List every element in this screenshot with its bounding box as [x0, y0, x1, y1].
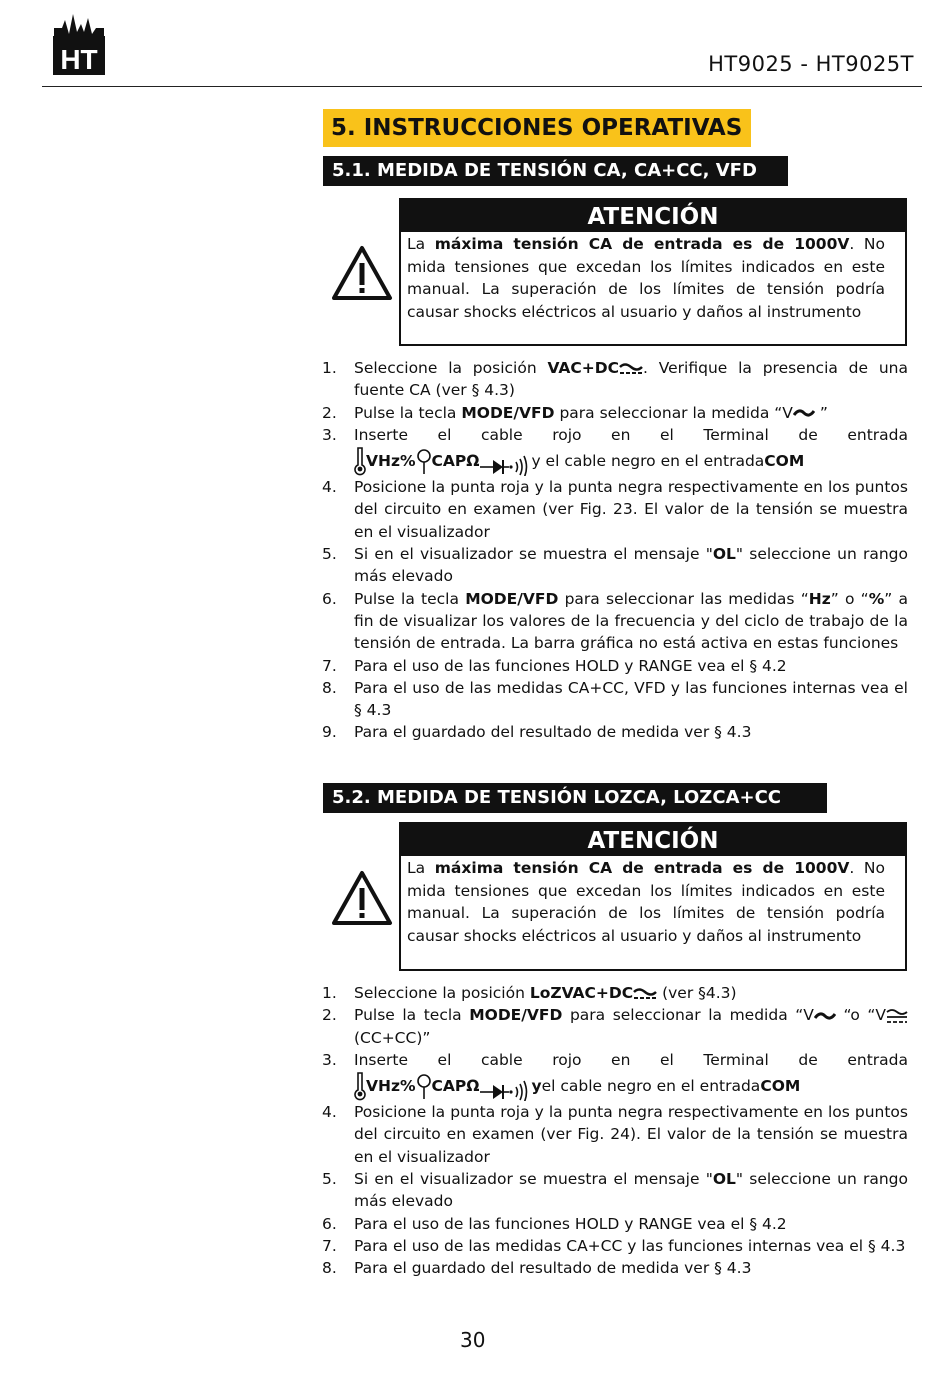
list-item: 2. Pulse la tecla MODE/VFD para seleccionar la medida “V “o “V (CC+CC)” [322, 1004, 908, 1049]
list-item: 6. Para el uso de las funciones HOLD y RANGE vea el § 4.2 [322, 1214, 787, 1233]
header-rule [42, 86, 922, 87]
list-item: 4. Posicione la punta roja y la punta negra respectivamente en los puntos del circuito en examen (ver Fig. 24). El valor de la tensión se muestra en el visualizador [322, 1103, 908, 1166]
ac-plus-dc-icon [886, 1008, 908, 1024]
ac-dc-symbol-icon [633, 987, 657, 1001]
subsection-title-5-1: 5.1. MEDIDA DE TENSIÓN CA, CA+CC, VFD [323, 156, 788, 186]
steps-list-5-2 [322, 982, 908, 1280]
warning-box-5-1 [399, 198, 907, 346]
list-item: 1. Seleccione la posición VAC+DC . Verifique la presencia de una fuente CA (ver § 4.3) [322, 359, 908, 400]
diode-continuity-icon [479, 1079, 531, 1101]
warning-box-5-2 [399, 822, 907, 971]
ac-wave-icon [793, 407, 815, 419]
diode-continuity-icon [479, 454, 531, 476]
warning-title: ATENCIÓN [401, 200, 905, 232]
list-item: 8. Para el uso de las medidas CA+CC, VFD y las funciones internas vea el § 4.3 [322, 678, 908, 720]
warning-text: La máxima tensión CA de entrada es de 1000V. No mida tensiones que excedan los límites indicados en este manual. La superación de los límites de tensión podría causar shocks eléctricos al usuario y daños al instrumento [407, 859, 886, 945]
list-item: 2. Pulse la tecla MODE/VFD para seleccionar la medida “V ” [322, 403, 828, 422]
warning-title: ATENCIÓN [401, 824, 905, 856]
list-item: 6. Pulse la tecla MODE/VFD para seleccionar las medidas “Hz” o “%” a fin de visualizar los valores de la frecuencia y del ciclo de trabajo de la tensión de entrada. La barra gráfica no está activa en estas funciones [322, 589, 908, 653]
list-item: 7. Para el uso de las funciones HOLD y RANGE vea el § 4.2 [322, 656, 787, 675]
list-item: 5. Si en el visualizador se muestra el mensaje "OL" seleccione un rango más elevado [322, 545, 908, 586]
ac-dc-symbol-icon [619, 362, 643, 376]
bulb-icon [416, 448, 432, 476]
section-title: 5. INSTRUCCIONES OPERATIVAS [323, 109, 751, 147]
terminal-line: VHz% CAPΩ y el cable negro en el entrada COM [354, 446, 908, 476]
list-item: 3. Inserte el cable rojo en el Terminal de entrada VHz% CAPΩ y el cable negro en el entrada COM [322, 1049, 908, 1101]
ht-logo [52, 10, 106, 76]
justified-line: Inserte el cable rojo en el Terminal de entrada [354, 425, 908, 444]
list-item: 4. Posicione la punta roja y la punta negra respectivamente en los puntos del circuito en examen (ver Fig. 23. El valor de la tensión se muestra en el visualizador [322, 478, 908, 541]
list-item: 8. Para el guardado del resultado de medida ver § 4.3 [322, 1259, 752, 1278]
page-number: 30 [460, 1328, 486, 1352]
list-item: 3. Inserte el cable rojo en el Terminal de entrada VHz% CAPΩ y el cable negro en el entrada COM [322, 424, 908, 476]
justified-line: Inserte el cable rojo en el Terminal de entrada [354, 1050, 908, 1069]
list-item: 9. Para el guardado del resultado de medida ver § 4.3 [322, 723, 752, 742]
steps-list-5-1 [322, 357, 908, 744]
warning-triangle-icon [331, 870, 393, 926]
thermometer-icon [354, 446, 366, 476]
ac-wave-icon [814, 1010, 836, 1022]
bulb-icon [416, 1073, 432, 1101]
terminal-line: VHz% CAPΩ y el cable negro en el entrada COM [354, 1071, 908, 1101]
list-item: 5. Si en el visualizador se muestra el mensaje "OL" seleccione un rango más elevado [322, 1170, 908, 1211]
list-item: 1. Seleccione la posición LoZVAC+DC (ver §4.3) [322, 984, 737, 1002]
warning-triangle-icon [331, 245, 393, 301]
model-name: HT9025 - HT9025T [708, 52, 914, 76]
warning-text: La máxima tensión CA de entrada es de 1000V. No mida tensiones que excedan los límites indicados en este manual. La superación de los límites de tensión podría causar shocks eléctricos al usuario y daños al instrumento [407, 235, 886, 321]
svg-text:HT: HT [60, 44, 98, 75]
thermometer-icon [354, 1071, 366, 1101]
list-item: 7. Para el uso de las medidas CA+CC y las funciones internas vea el § 4.3 [322, 1236, 906, 1255]
subsection-title-5-2: 5.2. MEDIDA DE TENSIÓN LOZCA, LOZCA+CC [323, 783, 827, 813]
